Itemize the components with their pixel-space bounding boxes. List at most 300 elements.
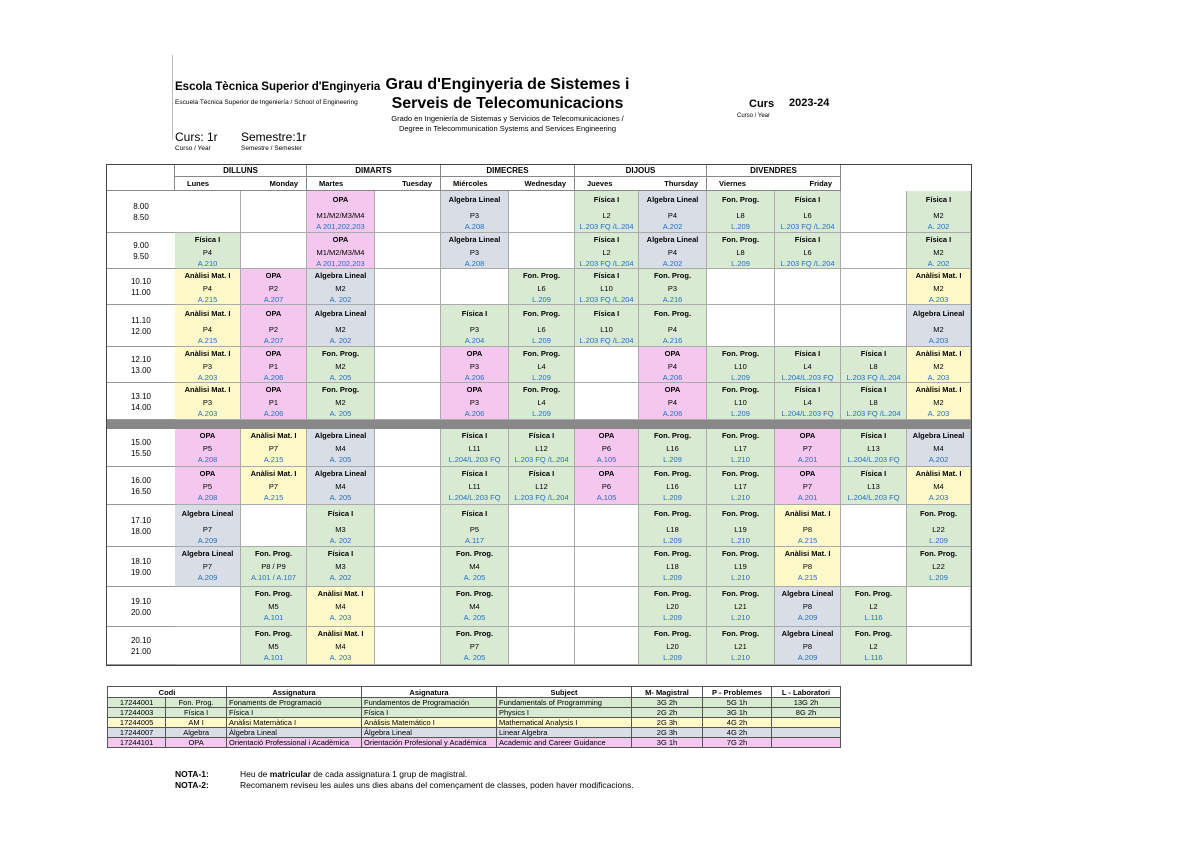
legend-abbr: Física I [166, 708, 227, 718]
class-subject: Fon. Prog. [721, 431, 760, 440]
class-cell [775, 191, 841, 233]
class-cell [907, 429, 971, 467]
class-cell [241, 587, 307, 627]
class-room: A.209 [197, 573, 218, 582]
class-cell [509, 347, 575, 383]
time-start: 15.00 [130, 438, 152, 447]
class-subject: Física I [794, 235, 821, 244]
class-room: A.208 [464, 259, 485, 268]
empty-cell [175, 627, 241, 665]
class-room: A. 205 [329, 493, 352, 502]
time-start: 13.10 [130, 391, 152, 401]
class-subject: Algebra Lineal [448, 195, 501, 204]
class-room: A.215 [263, 493, 284, 502]
legend-assignatura: Física I [227, 708, 362, 718]
class-cell [775, 347, 841, 383]
class-subject: Anàlisi Mat. I [317, 629, 364, 638]
empty-cell [375, 305, 441, 347]
class-cell [707, 627, 775, 665]
class-subject: Física I [794, 385, 821, 394]
class-room: L.204/L.203 FQ [448, 455, 501, 464]
day-name: DIMECRES [441, 165, 574, 177]
class-subject: Física I [593, 235, 620, 244]
curs-subtitle: Curso / Year [737, 113, 771, 119]
class-group: L10 [600, 284, 613, 293]
class-group: M2 [933, 362, 944, 371]
legend-laboratori [772, 718, 841, 728]
class-room: A.105 [596, 493, 617, 502]
class-subject: Algebra Lineal [181, 549, 234, 558]
time-end: 9.50 [133, 252, 149, 261]
class-cell [241, 269, 307, 305]
time-start: 8.00 [133, 202, 149, 211]
class-group: L6 [537, 325, 546, 334]
empty-cell [441, 269, 509, 305]
class-cell [639, 627, 707, 665]
course-label: Curs: 1r [175, 130, 218, 144]
class-cell [575, 429, 639, 467]
class-subject: Fon. Prog. [653, 431, 692, 440]
class-room: L.210 [731, 455, 750, 464]
class-room: A. 202 [329, 536, 352, 545]
class-room: A.105 [596, 455, 617, 464]
program-title-line1: Grau d'Enginyeria de Sistemes i [385, 76, 630, 93]
header-divider [172, 55, 173, 140]
class-subject: Anàlisi Mat. I [250, 469, 297, 478]
class-group: P8 [802, 562, 813, 571]
class-room: A.204 [464, 336, 485, 345]
class-room: A.202 [662, 222, 683, 231]
class-cell [907, 467, 971, 505]
class-group: P6 [601, 444, 612, 453]
class-subject: Fon. Prog. [653, 629, 692, 638]
class-subject: OPA [199, 431, 216, 440]
legend-subject: Mathematical Analysis I [497, 718, 632, 728]
class-room: A.206 [662, 373, 683, 382]
class-subject: Física I [461, 431, 488, 440]
empty-cell [375, 191, 441, 233]
class-cell [639, 347, 707, 383]
class-room: A.215 [197, 295, 218, 304]
class-subject: Anàlisi Mat. I [915, 271, 962, 280]
class-group: L10 [734, 362, 747, 371]
class-subject: Fon. Prog. [321, 349, 360, 358]
class-cell [175, 429, 241, 467]
class-room: A.206 [263, 409, 284, 418]
empty-cell [375, 587, 441, 627]
class-cell [441, 467, 509, 505]
class-room: A. 205 [329, 373, 352, 382]
class-group: P4 [667, 362, 678, 371]
program-subtitle-line2: Degree in Telecommunication Systems and Services Engineering [398, 124, 617, 133]
class-subject: OPA [466, 385, 483, 394]
class-room: A.209 [197, 536, 218, 545]
program-subtitle [360, 114, 655, 134]
day-header-thursday [575, 165, 707, 191]
class-cell [707, 347, 775, 383]
class-group: L12 [535, 444, 548, 453]
class-cell [707, 233, 775, 269]
class-subject: Algebra Lineal [181, 509, 234, 518]
legend-row [108, 738, 841, 748]
class-cell [307, 233, 375, 269]
class-subject: Algebra Lineal [912, 431, 965, 440]
class-room: L.210 [731, 573, 750, 582]
class-subject: Fon. Prog. [254, 589, 293, 598]
class-room: A.215 [263, 455, 284, 464]
class-group: P8 [802, 642, 813, 651]
class-group: P1 [268, 362, 279, 371]
lunch-break-separator [107, 420, 971, 429]
empty-cell [841, 505, 907, 547]
class-subject: Anàlisi Mat. I [317, 589, 364, 598]
class-room: L.116 [864, 613, 883, 622]
class-room: L.203 FQ /L.204 [846, 409, 901, 418]
note-1-label: NOTA-1: [175, 769, 209, 779]
class-group: M2 [933, 211, 944, 220]
class-cell [307, 347, 375, 383]
empty-cell [375, 627, 441, 665]
class-subject: Física I [925, 195, 952, 204]
class-group: P7 [802, 482, 813, 491]
empty-cell [575, 627, 639, 665]
class-group: M4 [335, 444, 346, 453]
legend-code: 17244001 [108, 698, 166, 708]
class-group: L21 [734, 602, 747, 611]
empty-cell [375, 347, 441, 383]
class-group: P8 [802, 602, 813, 611]
class-group: M2 [335, 398, 346, 407]
time-slot [107, 354, 175, 376]
class-group: M4 [469, 562, 480, 571]
class-room: A.207 [263, 336, 284, 345]
class-group: L10 [600, 325, 613, 334]
day-name-en: Friday [809, 179, 832, 188]
class-room: L.209 [532, 373, 551, 382]
class-room: L.209 [929, 536, 948, 545]
class-cell [575, 269, 639, 305]
legend-code: 17244101 [108, 738, 166, 748]
legend-header-laboratori: L - Laboratori [772, 687, 841, 698]
empty-cell [907, 587, 971, 627]
time-end: 8.50 [133, 213, 149, 222]
class-group: M2 [933, 325, 944, 334]
class-group: P1 [268, 398, 279, 407]
empty-cell [841, 269, 907, 305]
legend-header-code: Codi [108, 687, 227, 698]
class-cell [509, 383, 575, 420]
empty-cell [509, 627, 575, 665]
class-subject: Fon. Prog. [653, 309, 692, 318]
class-room: L.209 [532, 409, 551, 418]
class-group: P7 [268, 444, 279, 453]
class-room: A.203 [928, 295, 949, 304]
day-name: DIMARTS [307, 165, 440, 177]
class-subject: OPA [265, 271, 282, 280]
legend-magistral: 2G 3h [632, 728, 703, 738]
class-subject: Física I [860, 469, 887, 478]
class-cell [707, 505, 775, 547]
class-cell [175, 305, 241, 347]
empty-cell [175, 587, 241, 627]
legend-subject: Physics I [497, 708, 632, 718]
class-cell [241, 347, 307, 383]
class-room: L.204/L.203 FQ [847, 455, 900, 464]
class-group: L20 [666, 642, 679, 651]
class-room: A.216 [662, 336, 683, 345]
class-subject: Fon. Prog. [653, 271, 692, 280]
class-group: P2 [268, 325, 279, 334]
class-cell [841, 467, 907, 505]
empty-cell [575, 587, 639, 627]
class-subject: Fon. Prog. [653, 549, 692, 558]
class-room: A. 202 [927, 222, 950, 231]
empty-cell [375, 233, 441, 269]
class-group: L10 [734, 398, 747, 407]
empty-cell [375, 505, 441, 547]
empty-cell [707, 269, 775, 305]
empty-cell [241, 233, 307, 269]
time-start: 16.00 [130, 476, 152, 485]
time-start: 20.10 [130, 636, 152, 645]
class-group: M5 [268, 602, 279, 611]
class-group: P4 [667, 211, 678, 220]
class-group: P3 [202, 362, 213, 371]
class-cell [907, 233, 971, 269]
class-subject: Algebra Lineal [781, 589, 834, 598]
class-cell [441, 547, 509, 587]
class-group: L4 [537, 362, 546, 371]
class-group: M5 [268, 642, 279, 651]
class-room: L.209 [663, 573, 682, 582]
class-subject: Fon. Prog. [919, 549, 958, 558]
class-group: L22 [932, 525, 945, 534]
empty-cell [509, 233, 575, 269]
class-room: A.215 [797, 573, 818, 582]
empty-cell [775, 305, 841, 347]
class-group: M4 [335, 642, 346, 651]
class-cell [775, 587, 841, 627]
class-subject: Fon. Prog. [522, 385, 561, 394]
empty-cell [241, 505, 307, 547]
class-room: L.210 [731, 536, 750, 545]
class-room: L.203 FQ /L.204 [579, 336, 634, 345]
class-subject: Fon. Prog. [653, 589, 692, 598]
class-cell [575, 233, 639, 269]
class-cell [775, 233, 841, 269]
class-group: P3 [469, 362, 480, 371]
class-room: A.206 [464, 373, 485, 382]
legend-asignatura: Análisis Matemático I [362, 718, 497, 728]
time-slot [107, 596, 175, 618]
class-room: L.203 FQ /L.204 [780, 222, 835, 231]
time-end: 21.00 [130, 647, 152, 656]
class-room: A.203 [197, 409, 218, 418]
legend-row [108, 718, 841, 728]
class-subject: OPA [265, 349, 282, 358]
class-subject: Física I [860, 349, 887, 358]
class-subject: Física I [593, 309, 620, 318]
curs-label: Curs [749, 98, 775, 110]
class-room: L.210 [731, 613, 750, 622]
day-name: DILLUNS [175, 165, 306, 177]
day-name-es: Lunes [187, 179, 210, 188]
class-subject: Fon. Prog. [455, 549, 494, 558]
class-group: P7 [469, 642, 480, 651]
class-cell [907, 191, 971, 233]
class-group: P4 [667, 248, 678, 257]
class-cell [639, 233, 707, 269]
class-cell [441, 587, 509, 627]
legend-problemes: 4G 2h [703, 718, 772, 728]
time-start: 19.10 [130, 597, 152, 606]
time-slot [107, 437, 175, 459]
course-subtitle: Curso / Year [175, 145, 211, 152]
class-cell [307, 429, 375, 467]
class-cell [307, 305, 375, 347]
class-room: L.203 FQ /L.204 [579, 222, 634, 231]
class-group: L13 [867, 444, 880, 453]
time-slot [107, 556, 175, 578]
time-end: 18.00 [130, 527, 152, 536]
class-cell [307, 383, 375, 420]
time-slot [107, 315, 175, 337]
class-subject: Algebra Lineal [314, 469, 367, 478]
class-room: L.204/L.203 FQ [781, 409, 834, 418]
legend-asignatura: Fundamentos de Programación [362, 698, 497, 708]
class-subject: OPA [598, 469, 615, 478]
empty-cell [241, 191, 307, 233]
class-room: L.210 [731, 493, 750, 502]
class-room: A.203 [928, 336, 949, 345]
program-title [370, 75, 645, 113]
class-cell [707, 383, 775, 420]
class-group: M2 [933, 248, 944, 257]
class-room: L.209 [731, 409, 750, 418]
class-subject: Anàlisi Mat. I [184, 309, 231, 318]
class-group: L8 [736, 248, 745, 257]
legend-magistral: 2G 2h [632, 708, 703, 718]
class-cell [639, 305, 707, 347]
class-room: L.204/L.203 FQ [847, 493, 900, 502]
class-subject: Física I [860, 385, 887, 394]
class-group: L19 [734, 525, 747, 534]
class-subject: OPA [265, 309, 282, 318]
legend-problemes: 5G 1h [703, 698, 772, 708]
legend-assignatura: Anàlisi Matemàtica I [227, 718, 362, 728]
legend-magistral: 3G 2h [632, 698, 703, 708]
class-subject: Física I [794, 195, 821, 204]
note-2-label: NOTA-2: [175, 780, 209, 790]
class-subject: Anàlisi Mat. I [784, 509, 831, 518]
class-group: P7 [268, 482, 279, 491]
class-room: A.101 [263, 653, 284, 662]
class-group: L12 [535, 482, 548, 491]
class-subject: Algebra Lineal [646, 195, 699, 204]
legend-subject: Academic and Career Guidance [497, 738, 632, 748]
day-header-tuesday [307, 165, 441, 191]
class-subject: Algebra Lineal [314, 309, 367, 318]
class-subject: Física I [925, 235, 952, 244]
class-cell [241, 627, 307, 665]
legend-magistral: 3G 1h [632, 738, 703, 748]
legend-header-assignatura: Assignatura [227, 687, 362, 698]
legend-laboratori: 8G 2h [772, 708, 841, 718]
class-subject: Anàlisi Mat. I [184, 385, 231, 394]
class-room: A. 205 [329, 455, 352, 464]
class-cell [841, 383, 907, 420]
class-room: L.209 [731, 259, 750, 268]
time-slot [107, 635, 175, 657]
class-group: L8 [736, 211, 745, 220]
class-subject: Física I [327, 509, 354, 518]
school-subtitle: Escuela Técnica Superior de Ingeniería / School of Engineering [175, 99, 358, 106]
time-end: 19.00 [130, 568, 152, 577]
class-cell [575, 305, 639, 347]
class-room: L.209 [731, 222, 750, 231]
day-name-en: Thursday [664, 179, 698, 188]
class-group: L13 [867, 482, 880, 491]
class-group: M2 [933, 284, 944, 293]
timetable [106, 164, 972, 666]
time-end: 11.00 [131, 288, 151, 297]
empty-cell [375, 269, 441, 305]
class-cell [441, 191, 509, 233]
empty-cell [907, 627, 971, 665]
class-cell [509, 429, 575, 467]
class-group: L2 [869, 642, 878, 651]
class-room: L.203 FQ /L.204 [780, 259, 835, 268]
class-room: L.209 [663, 455, 682, 464]
class-group: P6 [601, 482, 612, 491]
class-group: P4 [202, 248, 213, 257]
class-room: L.204/L.203 FQ [448, 493, 501, 502]
class-group: M4 [933, 444, 944, 453]
class-group: L11 [468, 444, 481, 453]
class-cell [707, 467, 775, 505]
empty-cell [375, 429, 441, 467]
class-subject: Fon. Prog. [254, 549, 293, 558]
class-room: A.201 [797, 455, 818, 464]
class-group: L6 [803, 211, 812, 220]
legend-problemes: 7G 2h [703, 738, 772, 748]
class-cell [775, 505, 841, 547]
time-end: 16.50 [130, 487, 152, 496]
class-cell [707, 429, 775, 467]
class-subject: Física I [528, 431, 555, 440]
class-room: A.206 [263, 373, 284, 382]
class-cell [441, 305, 509, 347]
class-cell [175, 269, 241, 305]
legend-abbr: Algebra [166, 728, 227, 738]
time-header [107, 165, 175, 191]
class-cell [775, 429, 841, 467]
class-room: L.209 [532, 336, 551, 345]
note-1-text-post: de cada assignatura 1 grup de magistral. [310, 769, 468, 779]
class-cell [907, 547, 971, 587]
class-cell [707, 587, 775, 627]
empty-cell [175, 191, 241, 233]
empty-cell [707, 305, 775, 347]
class-room: A. 202 [927, 259, 950, 268]
class-subject: Física I [860, 431, 887, 440]
empty-cell [575, 383, 639, 420]
time-start: 17.10 [130, 516, 152, 525]
day-name-es: Jueves [587, 179, 613, 188]
class-cell [307, 269, 375, 305]
legend-laboratori [772, 738, 841, 748]
class-group: P3 [667, 284, 678, 293]
